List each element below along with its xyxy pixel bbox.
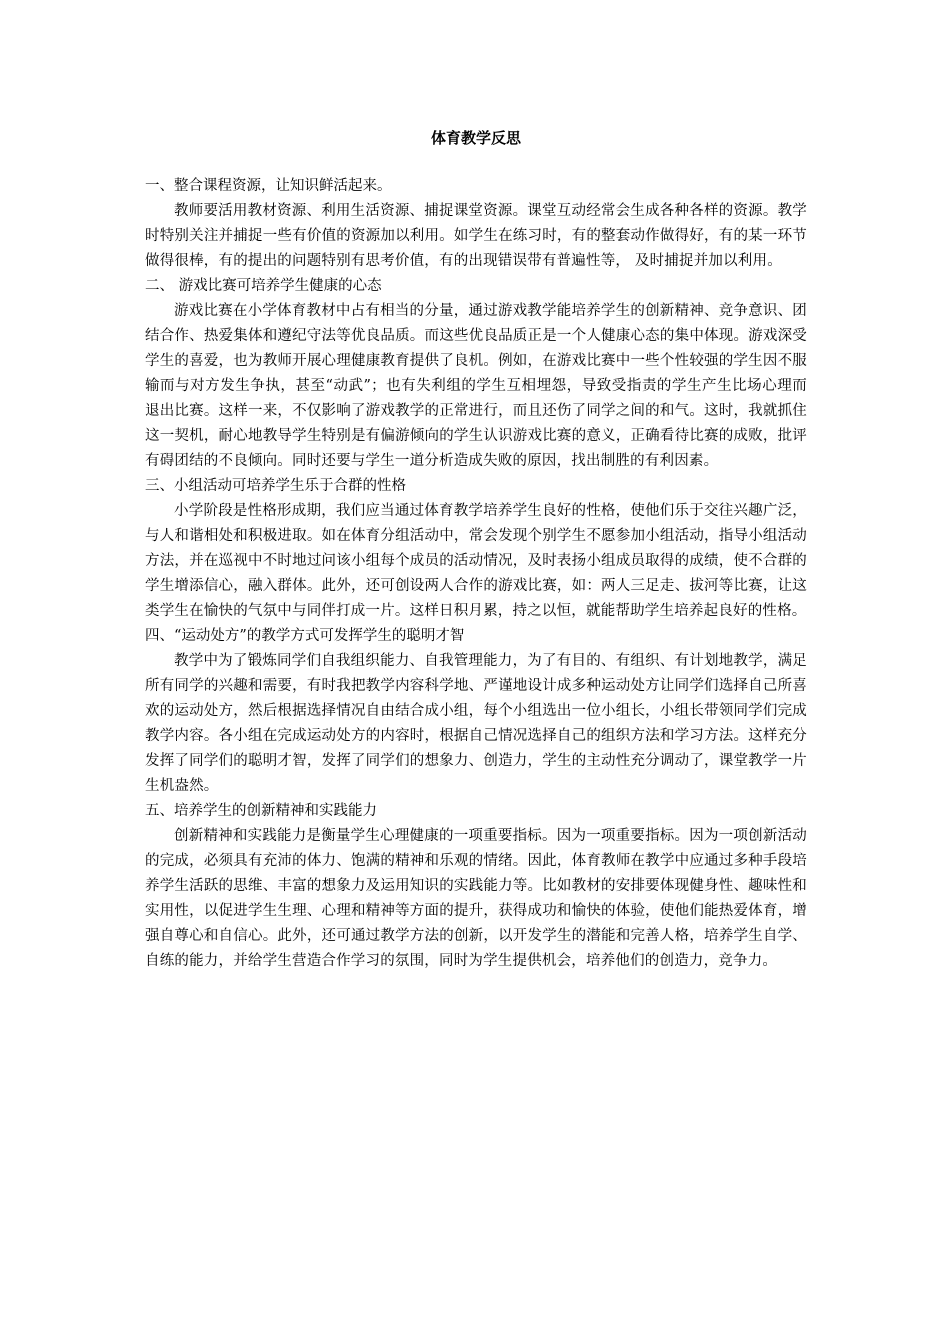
section-2	[145, 274, 807, 474]
section-paragraph: 游戏比赛在小学体育教材中占有相当的分量，通过游戏教学能培养学生的创新精神、竞争意识、团结合作、热爱集体和遵纪守法等优良品质。而这些优良品质正是一个人健康心态的集中体现。游戏深受学生的喜爱，也为教师开展心理健康教育提供了良机。例如，在游戏比赛中一些个性较强的学生因不服输而与对方发生争执，甚至“动武”；也有失利组的学生互相埋怨，导致受指责的学生产生比场心理而退出比赛。这样一来，不仅影响了游戏教学的正常进行，而且还伤了同学之间的和气。这时，我就抓住这一契机，耐心地教导学生特别是有偏游倾向的学生认识游戏比赛的意义，正确看待比赛的成败，批评有碍团结的不良倾向。同时还要与学生一道分析造成失败的原因，找出制胜的有利因素。	[145, 303, 807, 469]
document-title: 体育教学反思	[430, 129, 521, 147]
section-heading: 三、小组活动可培养学生乐于合群的性格	[145, 478, 406, 494]
section-heading: 五、培养学生的创新精神和实践能力	[145, 803, 377, 819]
section-heading: 二、 游戏比赛可培养学生健康的心态	[145, 278, 382, 294]
section-4	[145, 624, 807, 799]
section-paragraph: 小学阶段是性格形成期，我们应当通过体育教学培养学生良好的性格，使他们乐于交往兴趣广泛，与人和谐相处和积极进取。如在体育分组活动中，常会发现个别学生不愿参加小组活动，指导小组活动方法，并在巡视中不时地过问该小组每个成员的活动情况，及时表扬小组成员取得的成绩，使不合群的学生增添信心，融入群体。此外，还可创设两人合作的游戏比赛，如：两人三足走、拔河等比赛，让这类学生在愉快的气氛中与同伴打成一片。这样日积月累，持之以恒，就能帮助学生培养起良好的性格。	[145, 503, 807, 619]
section-heading: 一、整合课程资源，让知识鲜活起来。	[145, 178, 392, 194]
document-page	[145, 128, 807, 974]
section-5	[145, 799, 807, 974]
section-3	[145, 474, 807, 624]
section-paragraph: 教学中为了锻炼同学们自我组织能力、自我管理能力，为了有目的、有组织、有计划地教学，满足所有同学的兴趣和需要，有时我把教学内容科学地、严谨地设计成多种运动处方让同学们选择自己所喜欢的运动处方，然后根据选择情况自由结合成小组，每个小组选出一位小组长，小组长带领同学们完成教学内容。各小组在完成运动处方的内容时，根据自己情况选择自己的组织方法和学习方法。这样充分发挥了同学们的聪明才智，发挥了同学们的想象力、创造力，学生的主动性充分调动了，课堂教学一片生机盎然。	[145, 653, 807, 794]
section-paragraph: 创新精神和实践能力是衡量学生心理健康的一项重要指标。因为一项重要指标。因为一项创新活动的完成，必须具有充沛的体力、饱满的精神和乐观的情绪。因此，体育教师在教学中应通过多种手段培养学生活跃的思维、丰富的想象力及运用知识的实践能力等。比如教材的安排要体现健身性、趣味性和实用性，以促进学生生理、心理和精神等方面的提升，获得成功和愉快的体验，使他们能热爱体育，增强自尊心和自信心。此外，还可通过教学方法的创新，以开发学生的潜能和完善人格，培养学生自学、自练的能力，并给学生营造合作学习的氛围，同时为学生提供机会，培养他们的创造力，竞争力。	[145, 828, 807, 969]
section-heading: 四、“运动处方”的教学方式可发挥学生的聪明才智	[145, 628, 465, 644]
section-1	[145, 174, 807, 274]
section-paragraph: 教师要活用教材资源、利用生活资源、捕捉课堂资源。课堂互动经常会生成各种各样的资源。教学时特别关注并捕捉一些有价值的资源加以利用。如学生在练习时，有的整套动作做得好，有的某一环节做得很棒，有的提出的问题特别有思考价值，有的出现错误带有普遍性等， 及时捕捉并加以利用。	[145, 203, 807, 269]
